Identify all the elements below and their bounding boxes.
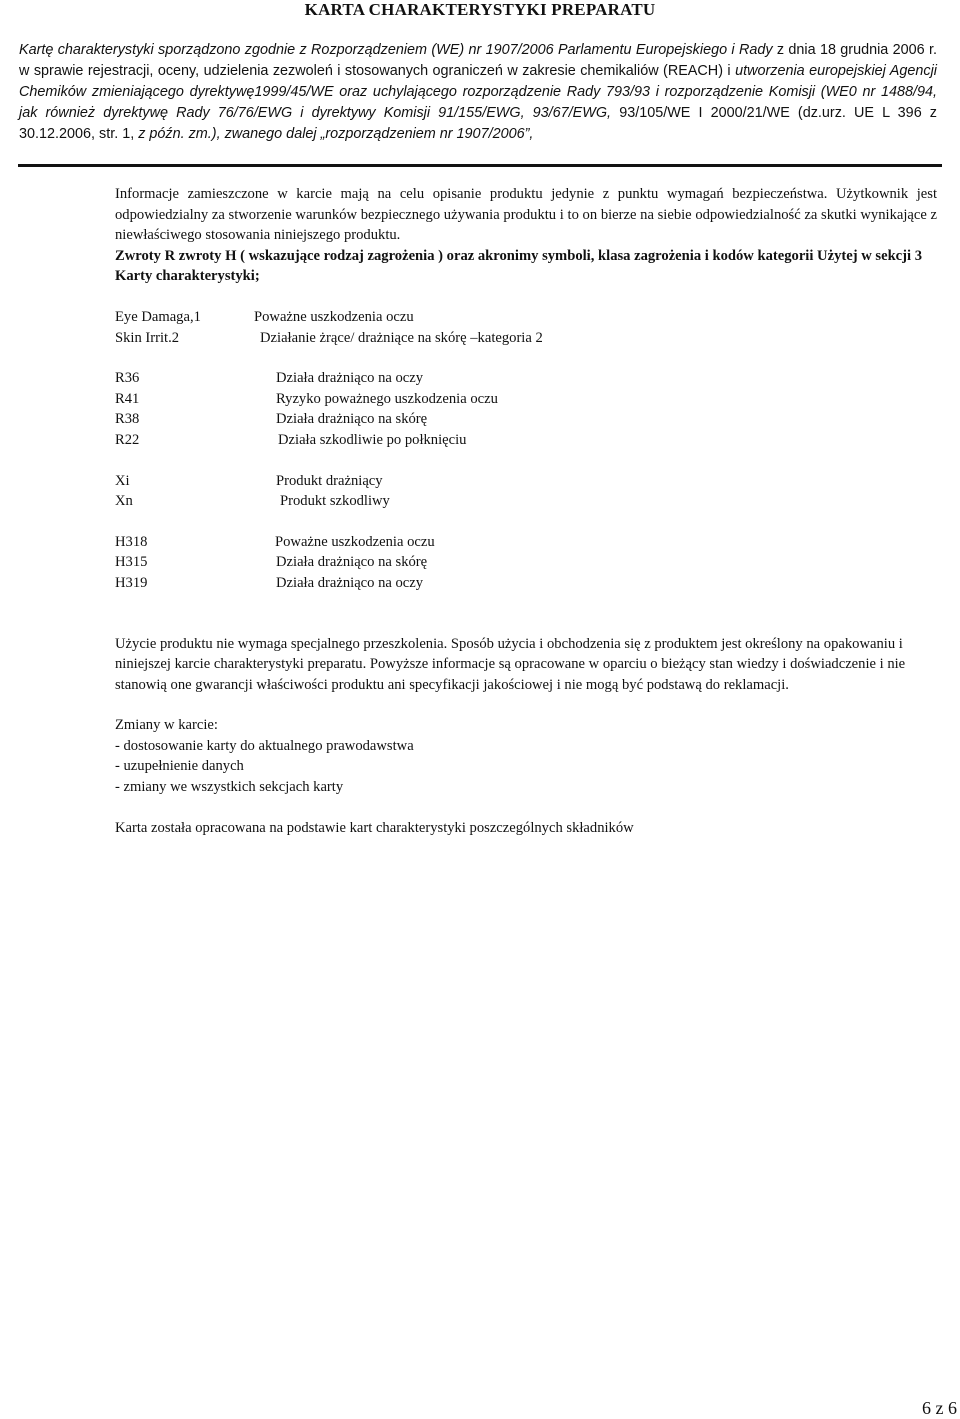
symbol-code: Xn [115,493,133,510]
r-phrase-row [115,368,937,389]
footer-note: Karta została opracowana na podstawie kart charakterystyki poszczególnych składników [115,819,634,836]
h-phrase-row [115,573,937,594]
symbol-code: Xi [115,472,130,489]
h-phrase-text: Działa drażniąco na oczy [276,574,424,591]
h-phrase-row [115,532,937,553]
changes-item: - uzupełnienie danych [115,758,244,775]
r-phrase-code: R22 [115,431,140,448]
symbol-text: Produkt szkodliwy [280,493,390,510]
h-phrase-text: Poważne uszkodzenia oczu [275,533,435,550]
section3-note: Zwroty R zwroty H ( wskazujące rodzaj zagrożenia ) oraz akronimy symboli, klasa zagrożenia i kodów kategorii Użytej w sekcji 3 Karty charakterystyki; [115,247,923,285]
regulation-header-part1: Kartę charakterystyki sporządzono zgodnie z Rozporządzeniem (WE) nr 1907/2006 Parlamentu Europejskiego i Rady [19,42,773,58]
header-divider [18,164,942,167]
class-text: Działanie żrące/ drażniące na skórę –kategoria 2 [260,329,543,346]
r-phrase-row [115,409,937,430]
page-number: 6 z 6 [922,1398,957,1418]
r-phrase-text: Ryzyko poważnego uszkodzenia oczu [276,390,498,407]
class-row [115,328,937,349]
intro-paragraph: Informacje zamieszczone w karcie mają na celu opisanie produktu jedynie z punktu wymagań bezpieczeństwa. Użytkownik jest odpowiedzialny za stworzenie warunków bezpiecznego używania produktu i to on bierze na siebie odpowiedzialność za skutki wynikające z niewłaściwego stosowania niniejszego produktu. [115,186,937,244]
regulation-header [19,40,937,145]
class-row [115,307,937,328]
symbol-row [115,471,937,492]
symbol-row [115,491,937,512]
r-phrase-row [115,430,937,451]
symbol-text: Produkt drażniący [276,472,383,489]
class-code: Skin Irrit.2 [115,329,180,346]
r-phrase-code: R41 [115,390,140,407]
class-code: Eye Damaga,1 [115,308,201,325]
page-content [115,184,937,838]
changes-item: - dostosowanie karty do aktualnego prawodawstwa [115,737,414,754]
r-phrase-text: Działa szkodliwie po połknięciu [278,431,467,448]
h-phrase-code: H319 [115,574,148,591]
h-phrase-code: H318 [115,533,148,550]
regulation-header-part5: z późn. zm.), zwanego dalej „rozporządzeniem nr 1907/2006”, [138,126,534,142]
r-phrase-row [115,389,937,410]
regulation-header-part4: 93/105/WE I 2000/21/WE (dz.urz. UE L 396 z 30.12.2006, str. 1, [19,105,937,142]
h-phrase-text: Działa drażniąco na skórę [276,554,428,571]
h-phrase-row [115,552,937,573]
class-text: Poważne uszkodzenia oczu [254,308,414,325]
changes-item: - zmiany we wszystkich sekcjach karty [115,779,344,796]
usage-paragraph: Użycie produktu nie wymaga specjalnego przeszkolenia. Sposób użycia i obchodzenia się z produktem jest określony na opakowaniu i niniejszej karcie charakterystyki preparatu. Powyższe informacje są opracowane w oparciu o bieżący stan wiedzy i doświadczenie i nie stanowią one gwarancji właściwości produktu ani specyfikacji jakościowej i nie mogą być podstawą do reklamacji. [115,635,906,693]
regulation-header-part3: utworzenia europejskiej Agencji Chemików zmieniającego dyrektywę1999/45/WE oraz uchylającego rozporządzenie Rady 793/93 i rozporządzenie Komisji (WE0 nr 1488/94, jak również dyrektywę Rady 76/76/EWG i dyrektywy Komisji 91/155/EWG, 93/67/EWG, [19,63,937,121]
changes-heading: Zmiany w karcie: [115,717,218,734]
r-phrase-text: Działa drażniąco na skórę [276,411,428,428]
h-phrase-code: H315 [115,554,148,571]
r-phrase-text: Działa drażniąco na oczy [276,370,424,387]
document-title: KARTA CHARAKTERYSTYKI PREPARATU [304,0,656,19]
regulation-header-part2: z dnia 18 grudnia 2006 r. w sprawie rejestracji, oceny, udzielenia zezwoleń i stosowanych ograniczeń w zakresie chemikaliów (REACH) i [19,42,937,79]
r-phrase-code: R36 [115,370,140,387]
r-phrase-code: R38 [115,411,140,428]
